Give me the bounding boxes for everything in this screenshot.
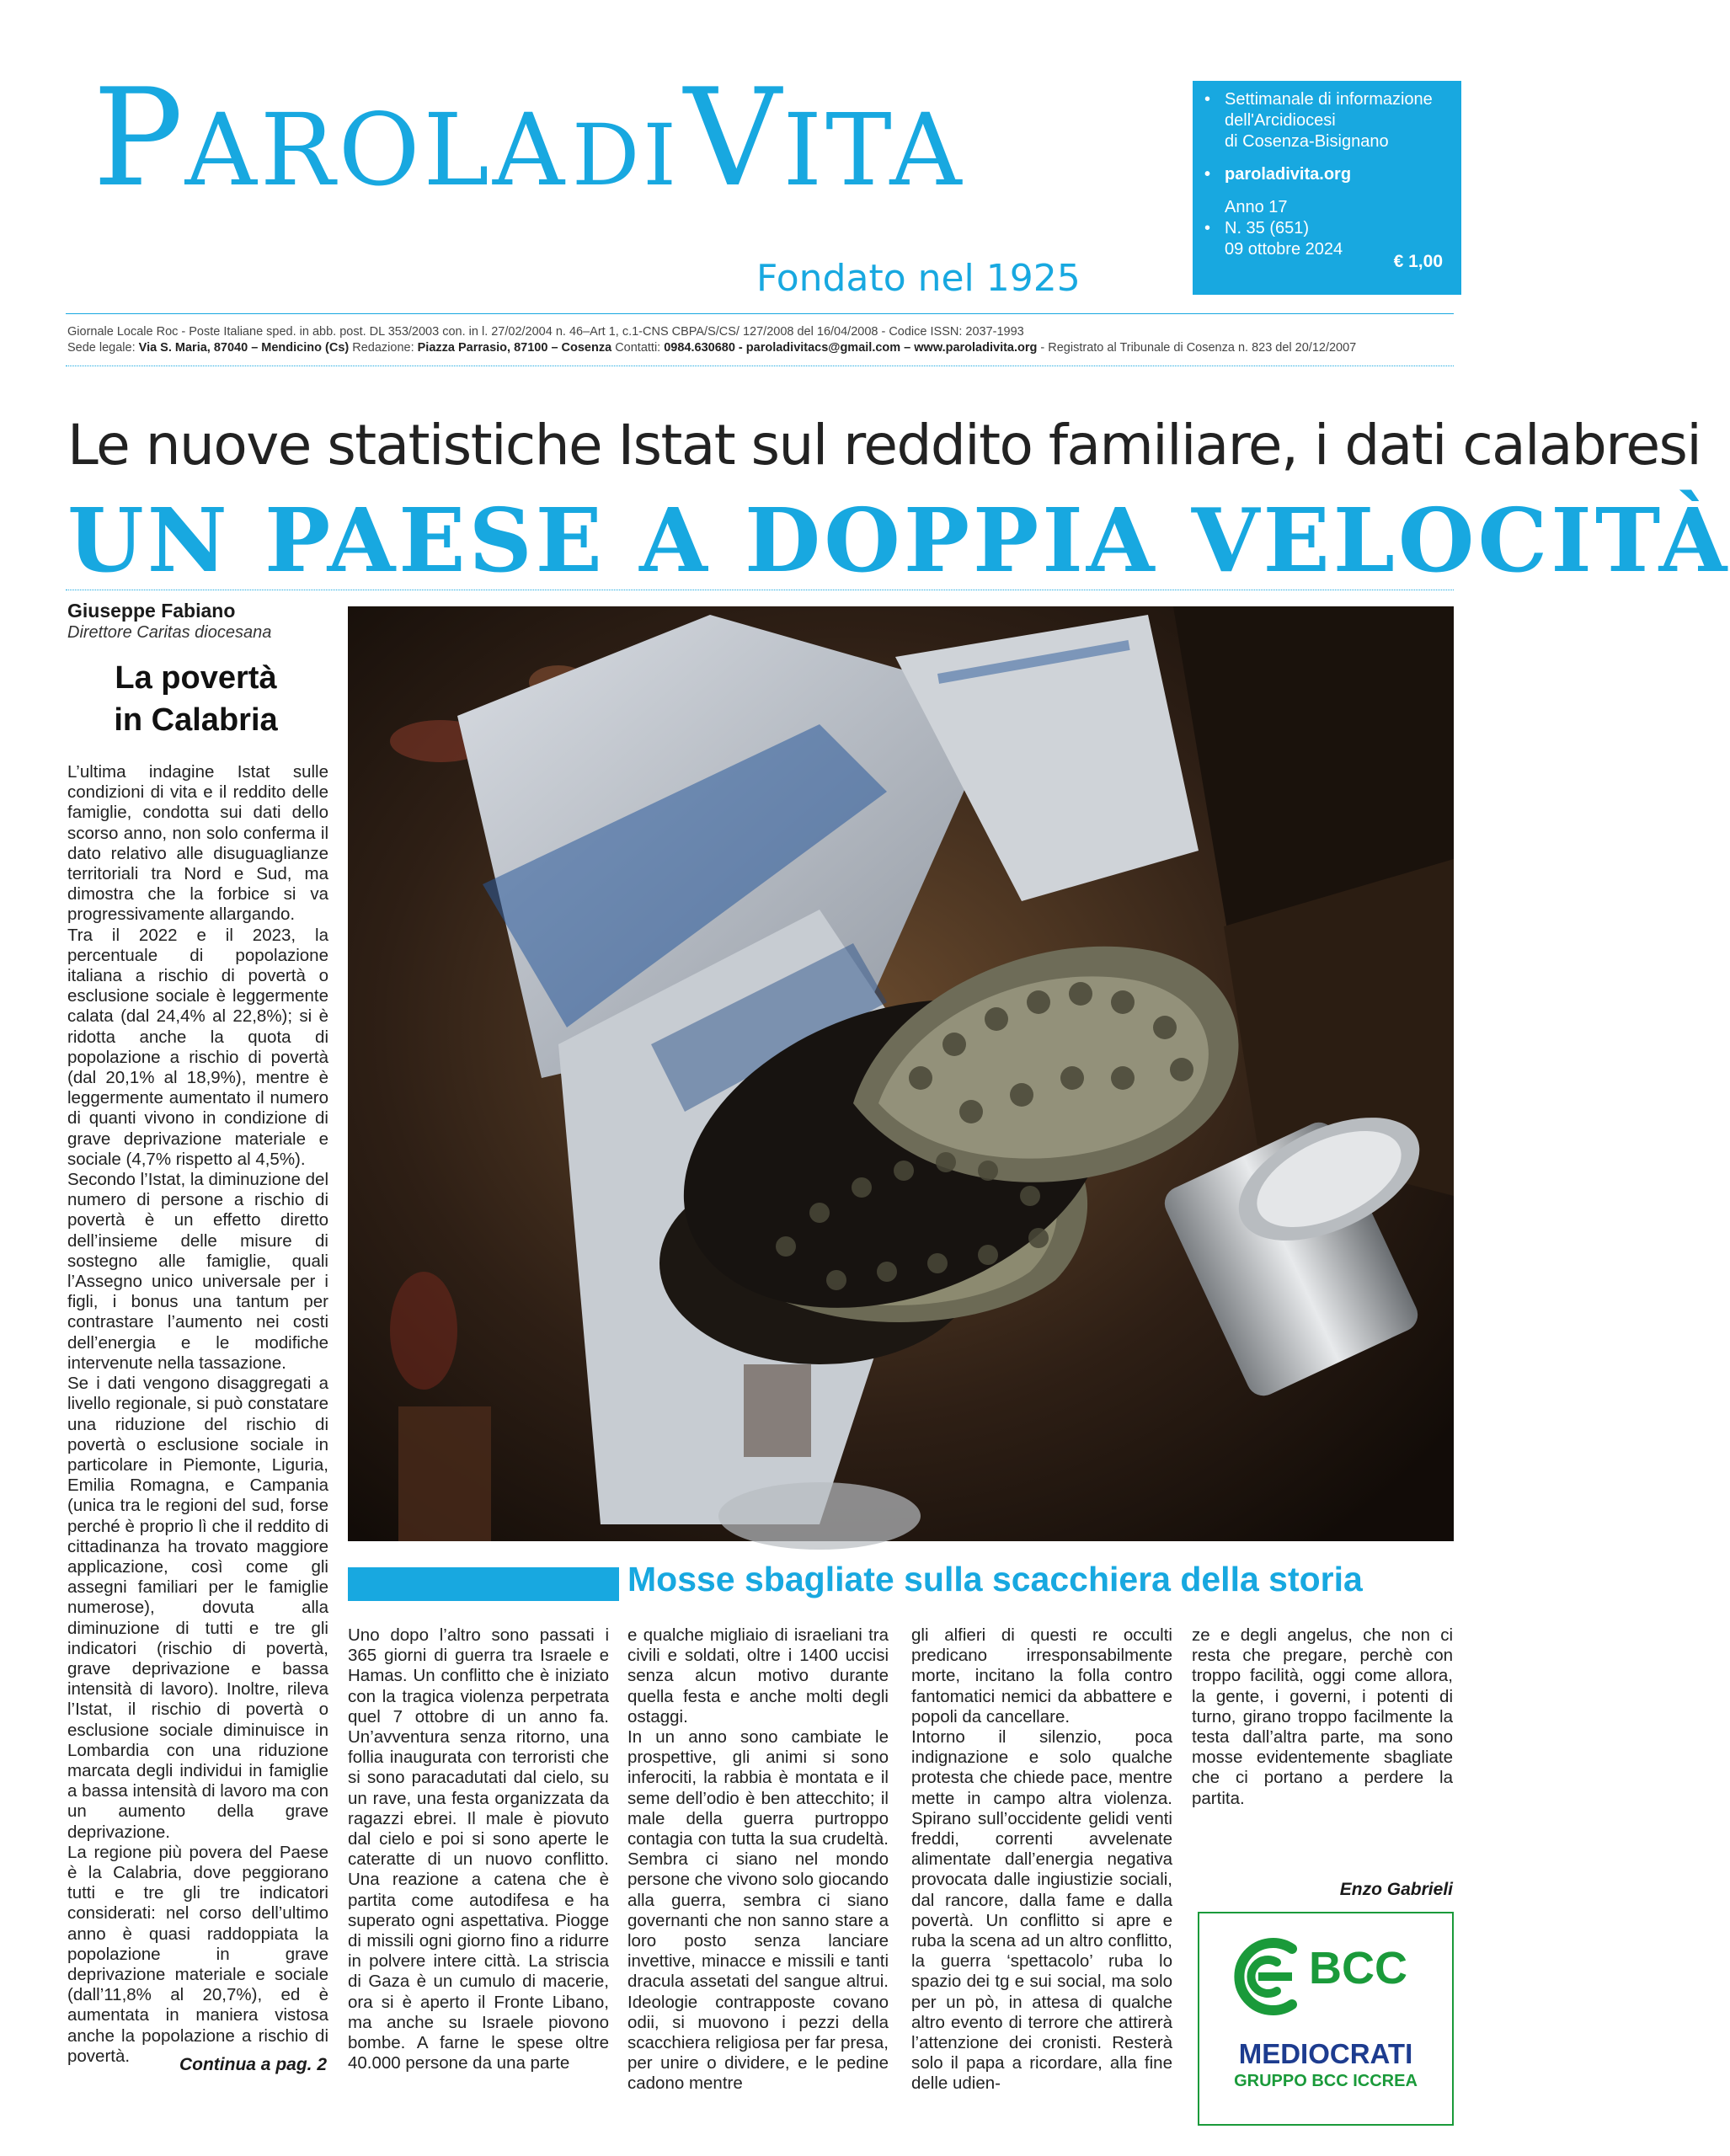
main-headline: UN PAESE A DOPPIA VELOCITÀ xyxy=(67,488,1730,592)
ad-bank-group: GRUPPO BCC ICCREA xyxy=(1234,2072,1418,2090)
continue-link[interactable]: Continua a pag. 2 xyxy=(179,2055,327,2074)
legal-line-2: Sede legale: Via S. Maria, 87040 – Mendicino (Cs) Redazione: Piazza Parrasio, 87100 – Cosenza Contatti: 0984.630680 - paroladivitacs@gmail.com – www.paroladivita.org - Registrato al Tribunale di Cosenza n. 823 del 20/12/2007 xyxy=(67,341,1357,355)
publisher-line: • Settimanale di informazione dell'Arcidiocesi di Cosenza-Bisignano xyxy=(1204,89,1451,152)
price: € 1,00 xyxy=(1393,252,1443,271)
founded-line: Fondato nel 1925 xyxy=(756,257,1081,300)
article-column-2: e qualche migliaio di israeliani tra civili e soldati, oltre i 1400 uccisi senza alcun motivo durante quella festa e anche molti degli ostaggi. In un anno sono cambiate le prospettive, gli animi si sono inferociti, la rabbia è montata e il seme dell’odio è ben attecchito; il male della guerra purtroppo contagia con tutta la sua crudeltà. Sembra ci siano nel mondo persone che vivono solo giocando alla guerra, sembra ci siano governanti che non sanno stare a loro posto senza lanciare invettive, minacce e missili e tanti dracula assetati del sangue altrui. Ideologie contrapposte covano odii, si muovono i pezzi della scacchiera religiosa per far presa, per unire o dividere, e le pedine cadono mentre xyxy=(627,1625,889,2094)
article-title: La povertà in Calabria xyxy=(114,660,278,738)
bcc-logo-text: BCC xyxy=(1309,1943,1407,1993)
author-role: Direttore Caritas diocesana xyxy=(67,623,272,642)
issue-info-box xyxy=(1193,81,1461,295)
bcc-advertisement[interactable] xyxy=(1198,1912,1454,2126)
subheadline-bar xyxy=(348,1567,619,1601)
cover-photo xyxy=(348,606,1454,1541)
divider xyxy=(66,313,1454,314)
issue-details: Anno 17 • N. 35 (651) 09 ottobre 2024 xyxy=(1204,198,1343,259)
legal-line-1: Giornale Locale Roc - Poste Italiane sped. in abb. post. DL 353/2003 con. in l. 27/02/2004 n. 46–Art 1, c.1-CNS CBPA/S/CS/ 127/2008 del 16/04/2008 - Codice ISSN: 2037-1993 xyxy=(67,325,1024,339)
website-link[interactable]: • paroladivita.org xyxy=(1204,164,1451,185)
bcc-logo-icon xyxy=(1225,1930,1309,2023)
cover-photo-illustration xyxy=(348,606,1454,1541)
second-article-title: Mosse sbagliate sulla scacchiera della storia xyxy=(627,1560,1363,1598)
ad-bank-name: MEDIOCRATI xyxy=(1238,2038,1413,2069)
author-name: Giuseppe Fabiano xyxy=(67,600,236,622)
article-column-4: ze e degli angelus, che non ci resta che pregare, perchè con troppo facilità, oggi come allora, la gente, i governi, i potenti di turno, girano troppo facilmente la testa dall’altra parte, ma sono mosse evidentemente sbagliate che ci portano a perdere la partita. xyxy=(1192,1625,1453,1808)
article-column-3: gli alfieri di questi re occulti predicano irresponsabilmente morte, incitano la folla contro fantomatici nemici da abbattere e popoli da cancellare. Intorno il silenzio, poca indignazione e solo qualche protesta che chiede pace, mentre mette in campo altra violenza. Spirano sull’occidente gelidi venti freddi, correnti avvelenate alimentate dall’energia negativa provocata dalle ingiustizie sociali, dal rancore, dalla fame e dalla povertà. Un conflitto si apre e ruba la scena ad un altro conflitto, la guerra ‘spettacolo’ ruba lo spazio dei tg e sui social, ma solo per un pò, in attesa di qualche altro evento di terrore che attirerà l’attenzione dei cronisti. Resterà solo il papa a ricordare, alla fine delle udien- xyxy=(911,1625,1172,2094)
masthead-title: PAROLA DI VITA xyxy=(93,59,965,216)
headline-kicker: Le nuove statistiche Istat sul reddito familiare, i dati calabresi xyxy=(67,413,1701,478)
article-column-1: Uno dopo l’altro sono passati i 365 giorni di guerra tra Israele e Hamas. Un conflitto che è iniziato con la tragica violenza perpetrata quel 7 ottobre di un anno fa. Un’avventura senza ritorno, una follia inaugurata con terroristi che si sono paracadutati dal cielo, su un rave, una festa organizzata da ragazzi ebrei. Il male è piovuto dal cielo e poi si sono aperte le cateratte di un nuovo conflitto. Una reazione a catena che è partita come autodifesa e ha superato ogni aspettativa. Piogge di missili ogni giorno fino a ridurre in polvere intere città. La striscia di Gaza è un cumulo di macerie, ora si è aperto il Fronte Libano, ma anche su Israele piovono bombe. A farne le spese oltre 40.000 persone da una parte xyxy=(348,1625,609,2073)
article-signature: Enzo Gabrieli xyxy=(1339,1880,1453,1899)
lead-article-body: L’ultima indagine Istat sulle condizioni di vita e il reddito delle famiglie, condotta sui dati dello scorso anno, non solo conferma il dato relativo alle disuguaglianze territoriali tra Nord e Sud, ma dimostra che la forbice si va progressivamente allargando. Tra il 2022 e il 2023, la percentuale di popolazione italiana a rischio di povertà o esclusione sociale è leggermente calata (dal 24,4% al 22,8%); si è ridotta anche la quota di popolazione a rischio di povertà (dal 20,1% al 18,9%), mentre è leggermente aumentato il numero di quanti vivono in condizione di grave deprivazione materiale e sociale (4,7% rispetto al 4,5%). Secondo l’Istat, la diminuzione del numero di persone a rischio di povertà è un effetto diretto dell’insieme delle misure di sostegno alle famiglie, quali l’Assegno unico universale per i figli, i bonus una tantum per contrastare l’aumento nei costi dell’energia e le modifiche intervenute nella tassazione. Se i dati vengono disaggregati a livello regionale, si può constatare una riduzione del rischio di povertà o esclusione sociale in particolare in Piemonte, Liguria, Emilia Romagna, e Campania (unica tra le regioni del sud, forse perché è proprio lì che il reddito di cittadinanza ha trovato maggiore applicazione, così come gli assegni familiari per le famiglie numerose), dovuta alla diminuzione di tutti e tre gli indicatori (rischio di povertà, grave deprivazione e bassa intensità di lavoro). Inoltre, rileva l’Istat, il rischio di povertà o esclusione sociale diminuisce in Lombardia con una riduzione marcata degli individui in famiglie a bassa intensità di lavoro ma con un aumento della grave deprivazione. La regione più povera del Paese è la Calabria, dove peggiorano tutti e tre gli tre indicatori considerati: nel corso dell’ultimo anno è quasi raddoppiata la popolazione in grave deprivazione materiale e sociale (dall’11,8% al 20,7%), ed è aumentata in maniera vistosa anche la popolazione a rischio di povertà. xyxy=(67,762,328,2066)
